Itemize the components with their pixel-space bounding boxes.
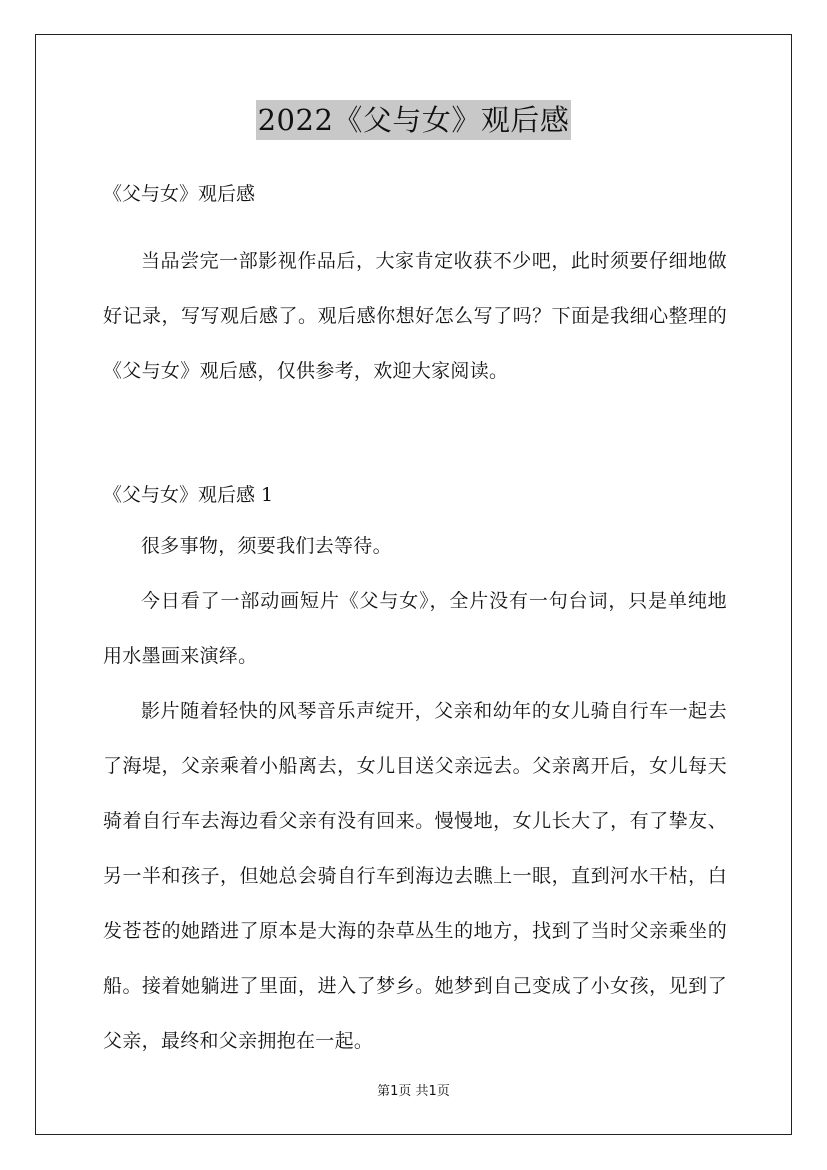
- section-heading: 《父与女》观后感 1: [103, 484, 274, 506]
- section-paragraph-3: 影片随着轻快的风琴音乐声绽开，父亲和幼年的女儿骑自行车一起去了海堤，父亲乘着小船离去，女儿目送父亲远去。父亲离开后，女儿每天骑着自行车去海边看父亲有没有回来。慢慢地，女儿长大了，有了挚友、另一半和孩子，但她总会骑自行车到海边去瞧上一眼，直到河水干枯，白发苍苍的她踏进了原本是大海的杂草丛生的地方，找到了当时父亲乘坐的船。接着她躺进了里面，进入了梦乡。她梦到自己变成了小女孩，见到了父亲，最终和父亲拥抱在一起。: [103, 700, 727, 1052]
- page-footer: 第1页 共1页: [377, 1084, 450, 1099]
- intro-paragraph: 当品尝完一部影视作品后，大家肯定收获不少吧，此时须要仔细地做好记录，写写观后感了。观后感你想好怎么写了吗？下面是我细心整理的《父与女》观后感，仅供参考，欢迎大家阅读。: [103, 250, 727, 382]
- section-paragraph-2: 今日看了一部动画短片《父与女》，全片没有一句台词，只是单纯地用水墨画来演绎。: [103, 590, 727, 667]
- section-paragraph-1: 很多事物，须要我们去等待。: [141, 535, 392, 557]
- document-body: [103, 176, 727, 1069]
- document-title: [0, 100, 827, 140]
- document-title-text: 2022《父与女》观后感: [256, 100, 572, 140]
- intro-heading: 《父与女》观后感: [103, 183, 256, 205]
